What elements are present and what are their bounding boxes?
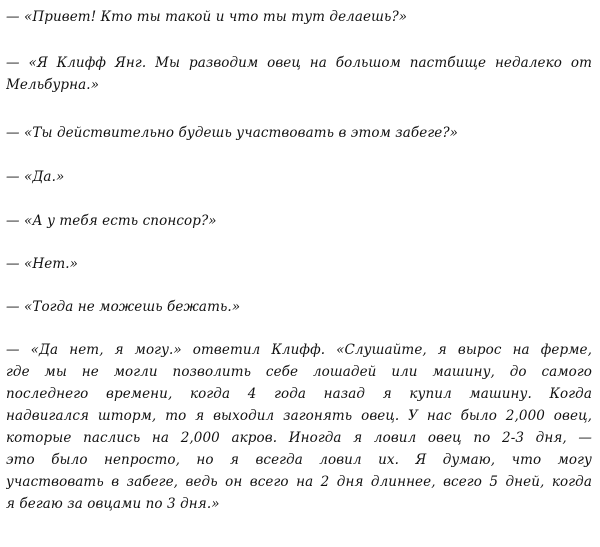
- dialogue-paragraph-8-row-2: где мы не могли позволить себе лошадей или машину, до самого: [6, 364, 592, 380]
- dialogue-line-1: — «Привет! Кто ты такой и что ты тут делаешь?»: [6, 9, 408, 25]
- dialogue-line-4: — «Да.»: [6, 169, 65, 185]
- dialogue-line-2-row-2: Мельбурна.»: [6, 77, 100, 93]
- dialogue-paragraph-8-row-8: я бегаю за овцами по 3 дня.»: [6, 496, 220, 512]
- dialogue-paragraph-8-row-1: — «Да нет, я могу.» ответил Клифф. «Слушайте, я вырос на ферме,: [6, 342, 592, 358]
- dialogue-line-7: — «Тогда не можешь бежать.»: [6, 299, 241, 315]
- dialogue-paragraph-8-row-4: надвигался шторм, то я выходил загонять овец. У нас было 2,000 овец,: [6, 408, 592, 424]
- dialogue-paragraph-8-row-6: это было непросто, но я всегда ловил их. Я думаю, что могу: [6, 452, 592, 468]
- dialogue-line-5: — «А у тебя есть спонсор?»: [6, 213, 217, 229]
- dialogue-line-6: — «Нет.»: [6, 256, 78, 272]
- dialogue-line-3: — «Ты действительно будешь участвовать в этом забеге?»: [6, 125, 459, 141]
- dialogue-document: [6, 0, 592, 547]
- dialogue-paragraph-8-row-3: последнего времени, когда 4 года назад я купил машину. Когда: [6, 386, 592, 402]
- dialogue-paragraph-8: [6, 339, 592, 515]
- dialogue-line-2: [6, 52, 592, 96]
- dialogue-paragraph-8-row-5: которые паслись на 2,000 акров. Иногда я ловил овец по 2-3 дня, —: [6, 430, 592, 446]
- dialogue-paragraph-8-row-7: участвовать в забеге, ведь он всего на 2 дня длиннее, всего 5 дней, когда: [6, 474, 592, 490]
- dialogue-line-2-row-1: — «Я Клифф Янг. Мы разводим овец на большом пастбище недалеко от: [6, 55, 592, 71]
